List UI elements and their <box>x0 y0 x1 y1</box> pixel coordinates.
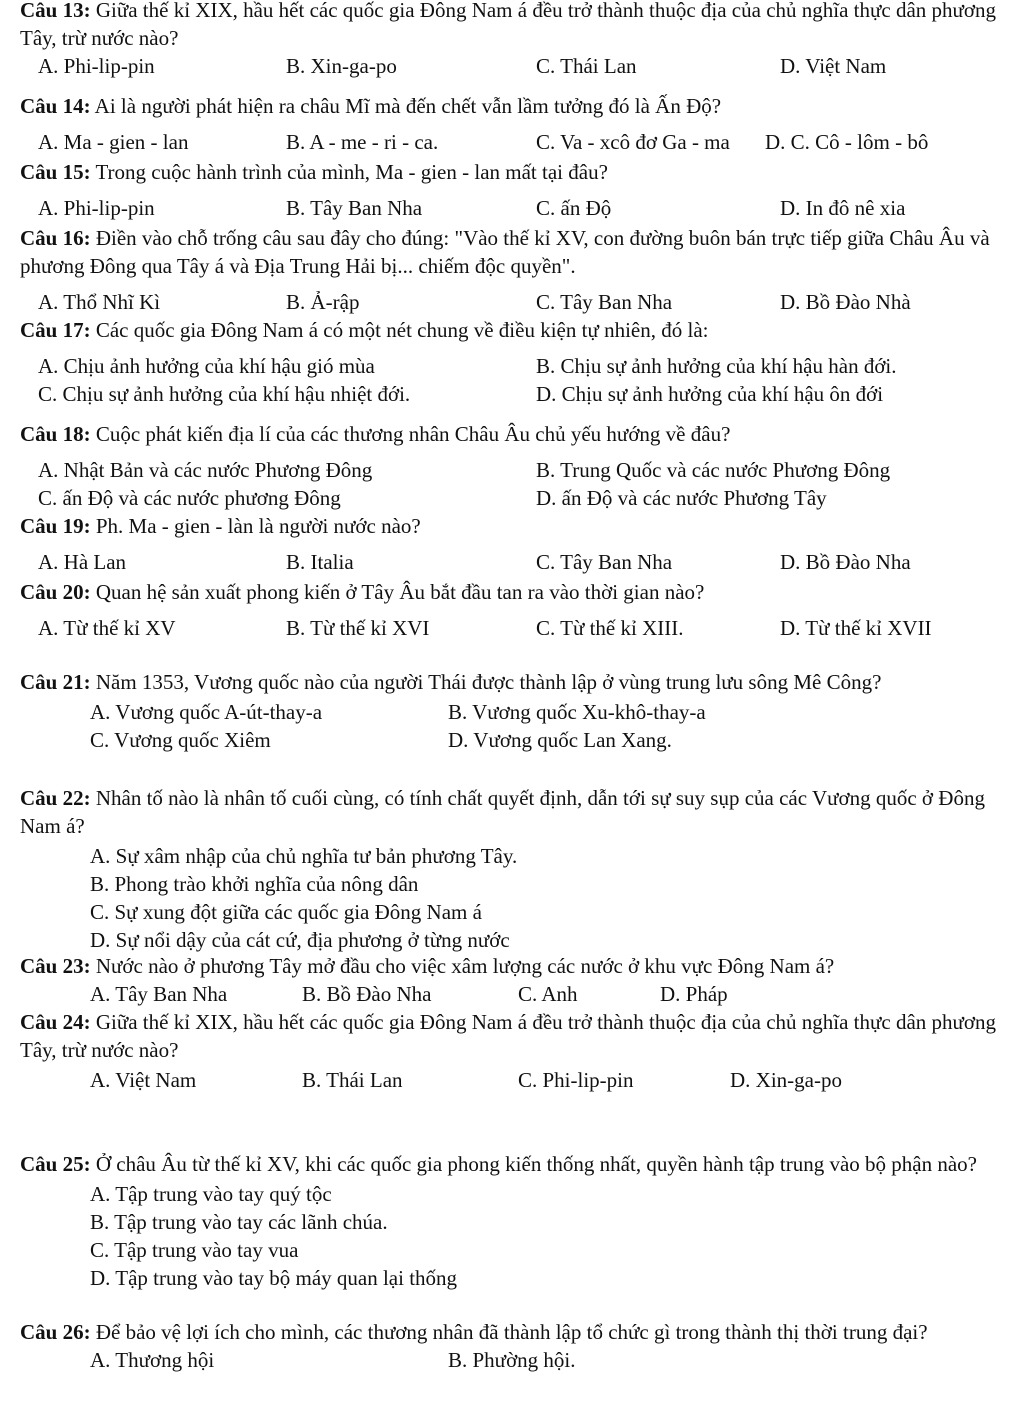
option-b: B. Bồ Đào Nha <box>302 982 432 1006</box>
options-row <box>20 484 1014 512</box>
option-b: B. Chịu sự ảnh hưởng của khí hậu hàn đới. <box>536 354 897 378</box>
option-b: B. Phong trào khởi nghĩa của nông dân <box>90 872 419 896</box>
question-stem <box>20 784 1014 840</box>
question-stem <box>20 316 1014 344</box>
options-row <box>20 614 1014 642</box>
question-text: Điền vào chỗ trống câu sau đây cho đúng: "Vào thế kỉ XV, con đường buôn bán trực tiếp giữa Châu Âu và phương Đông qua Tây á và Địa Trung Hải bị... chiếm độc quyền". <box>20 226 990 278</box>
question-stem <box>20 578 1014 606</box>
question-label: Câu 19: <box>20 514 91 538</box>
question-21 <box>20 668 1014 754</box>
question-stem <box>20 512 1014 540</box>
option-c: C. Va - xcô đơ Ga - ma <box>536 130 730 154</box>
question-18 <box>20 420 1014 512</box>
question-stem <box>20 158 1014 186</box>
option-c: C. Vương quốc Xiêm <box>90 728 271 752</box>
option-b: B. Từ thế kỉ XVI <box>286 616 430 640</box>
question-24 <box>20 1008 1014 1094</box>
option-c: C. ấn Độ <box>536 196 612 220</box>
option-a: A. Thương hội <box>90 1348 215 1372</box>
question-text: Quan hệ sản xuất phong kiến ở Tây Âu bắt đầu tan ra vào thời gian nào? <box>90 580 705 604</box>
option-c: C. Tây Ban Nha <box>536 550 673 574</box>
question-label: Câu 18: <box>20 422 91 446</box>
option-b: B. Tây Ban Nha <box>286 196 423 220</box>
question-label: Câu 13: <box>20 0 91 22</box>
question-22 <box>20 784 1014 954</box>
option-d: D. Vương quốc Lan Xang. <box>448 728 672 752</box>
question-stem <box>20 0 1014 52</box>
option-d: D. Việt Nam <box>780 54 887 78</box>
options-row <box>20 456 1014 484</box>
question-stem <box>20 952 1014 980</box>
options-row <box>20 194 1014 222</box>
options-row <box>20 380 1014 408</box>
question-stem <box>20 668 1014 696</box>
options-row <box>20 288 1014 316</box>
option-a: A. Chịu ảnh hưởng của khí hậu gió mùa <box>38 354 375 378</box>
question-text: Trong cuộc hành trình của mình, Ma - gien - lan mất tại đâu? <box>90 160 608 184</box>
option-d: D. Xin-ga-po <box>730 1068 842 1092</box>
question-19 <box>20 512 1014 576</box>
question-label: Câu 23: <box>20 954 91 978</box>
option-d: D. Sự nổi dậy của cát cứ, địa phương ở từng nước <box>90 928 510 952</box>
options-list <box>20 842 1014 954</box>
question-stem <box>20 1008 1014 1064</box>
question-label: Câu 17: <box>20 318 91 342</box>
question-13 <box>20 0 1014 80</box>
question-16 <box>20 224 1014 316</box>
option-a: A. Vương quốc A-út-thay-a <box>90 700 323 724</box>
option-d: D. C. Cô - lôm - bô <box>765 130 929 154</box>
question-label: Câu 24: <box>20 1010 91 1034</box>
question-25 <box>20 1150 1014 1292</box>
question-stem <box>20 224 1014 280</box>
options-row <box>20 128 1014 156</box>
question-label: Câu 20: <box>20 580 91 604</box>
option-a: A. Ma - gien - lan <box>38 130 189 154</box>
option-c: C. Tây Ban Nha <box>536 290 673 314</box>
question-23 <box>20 952 1014 1008</box>
option-c: C. Từ thế kỉ XIII. <box>536 616 684 640</box>
option-d: D. In đô nê xia <box>780 196 906 220</box>
option-a: A. Nhật Bản và các nước Phương Đông <box>38 458 373 482</box>
option-c: C. Anh <box>518 982 578 1006</box>
option-b: B. Tập trung vào tay các lãnh chúa. <box>90 1210 388 1234</box>
option-b: B. Thái Lan <box>302 1068 403 1092</box>
question-label: Câu 22: <box>20 786 91 810</box>
question-text: Ở châu Âu từ thế kỉ XV, khi các quốc gia phong kiến thống nhất, quyền hành tập trung vào bộ phận nào? <box>90 1152 977 1176</box>
option-c: C. ấn Độ và các nước phương Đông <box>38 486 341 510</box>
option-d: D. Từ thế kỉ XVII <box>780 616 932 640</box>
question-text: Cuộc phát kiến địa lí của các thương nhân Châu Âu chủ yếu hướng về đâu? <box>90 422 731 446</box>
option-a: A. Tập trung vào tay quý tộc <box>90 1182 332 1206</box>
option-b: B. Xin-ga-po <box>286 54 397 78</box>
question-text: Nhân tố nào là nhân tố cuối cùng, có tính chất quyết định, dẫn tới sự suy sụp của các Vương quốc ở Đông Nam á? <box>20 786 985 838</box>
option-a: A. Phi-lip-pin <box>38 196 155 220</box>
option-d: D. Chịu sự ảnh hưởng của khí hậu ôn đới <box>536 382 884 406</box>
options-row <box>20 548 1014 576</box>
question-label: Câu 26: <box>20 1320 91 1344</box>
options-row <box>20 352 1014 380</box>
question-14 <box>20 92 1014 156</box>
question-text: Các quốc gia Đông Nam á có một nét chung về điều kiện tự nhiên, đó là: <box>90 318 709 342</box>
options-row <box>20 52 1014 80</box>
question-26 <box>20 1318 1014 1374</box>
option-c: C. Tập trung vào tay vua <box>90 1238 299 1262</box>
question-label: Câu 16: <box>20 226 91 250</box>
option-b: B. Phường hội. <box>448 1348 576 1372</box>
options-row <box>20 698 1014 726</box>
question-text: Năm 1353, Vương quốc nào của người Thái được thành lập ở vùng trung lưu sông Mê Công? <box>90 670 882 694</box>
option-b: B. Trung Quốc và các nước Phương Đông <box>536 458 891 482</box>
question-15 <box>20 158 1014 222</box>
option-d: D. ấn Độ và các nước Phương Tây <box>536 486 827 510</box>
option-d: D. Pháp <box>660 982 728 1006</box>
option-a: A. Từ thế kỉ XV <box>38 616 176 640</box>
question-label: Câu 25: <box>20 1152 91 1176</box>
option-b: B. Vương quốc Xu-khô-thay-a <box>448 700 706 724</box>
option-b: B. Italia <box>286 550 354 574</box>
option-a: A. Thổ Nhĩ Kì <box>38 290 161 314</box>
option-c: C. Sự xung đột giữa các quốc gia Đông Nam á <box>90 900 482 924</box>
question-stem <box>20 420 1014 448</box>
question-label: Câu 14: <box>20 94 91 118</box>
option-a: A. Sự xâm nhập của chủ nghĩa tư bản phương Tây. <box>90 844 518 868</box>
options-row <box>20 726 1014 754</box>
question-text: Để bảo vệ lợi ích cho mình, các thương nhân đã thành lập tổ chức gì trong thành thị thời trung đại? <box>90 1320 928 1344</box>
question-stem <box>20 92 1014 120</box>
question-text: Giữa thế kỉ XIX, hầu hết các quốc gia Đông Nam á đều trở thành thuộc địa của chủ nghĩa thực dân phương Tây, trừ nước nào? <box>20 0 997 50</box>
question-stem <box>20 1318 1014 1346</box>
option-b: B. A - me - ri - ca. <box>286 130 439 154</box>
question-text: Ph. Ma - gien - làn là người nước nào? <box>90 514 421 538</box>
option-a: A. Hà Lan <box>38 550 127 574</box>
option-d: D. Bồ Đào Nha <box>780 550 911 574</box>
question-text: Nước nào ở phương Tây mở đầu cho việc xâm lượng các nước ở khu vực Đông Nam á? <box>90 954 835 978</box>
options-row <box>20 1346 1014 1374</box>
option-d: D. Tập trung vào tay bộ máy quan lại thống <box>90 1266 458 1290</box>
question-text: Ai là người phát hiện ra châu Mĩ mà đến chết vẫn lầm tưởng đó là Ấn Độ? <box>90 94 722 118</box>
option-b: B. Ả-rập <box>286 290 360 314</box>
option-a: A. Phi-lip-pin <box>38 54 155 78</box>
option-c: C. Phi-lip-pin <box>518 1068 634 1092</box>
question-text: Giữa thế kỉ XIX, hầu hết các quốc gia Đông Nam á đều trở thành thuộc địa của chủ nghĩa thực dân phương Tây, trừ nước nào? <box>20 1010 997 1062</box>
question-label: Câu 21: <box>20 670 91 694</box>
option-a: A. Tây Ban Nha <box>90 982 228 1006</box>
options-row <box>20 1066 1014 1094</box>
option-d: D. Bồ Đào Nhà <box>780 290 911 314</box>
question-20 <box>20 578 1014 642</box>
question-17 <box>20 316 1014 408</box>
question-stem <box>20 1150 1014 1178</box>
question-label: Câu 15: <box>20 160 91 184</box>
options-list <box>20 1180 1014 1292</box>
options-row <box>20 980 1014 1008</box>
option-c: C. Thái Lan <box>536 54 637 78</box>
option-a: A. Việt Nam <box>90 1068 197 1092</box>
option-c: C. Chịu sự ảnh hưởng của khí hậu nhiệt đới. <box>38 382 411 406</box>
